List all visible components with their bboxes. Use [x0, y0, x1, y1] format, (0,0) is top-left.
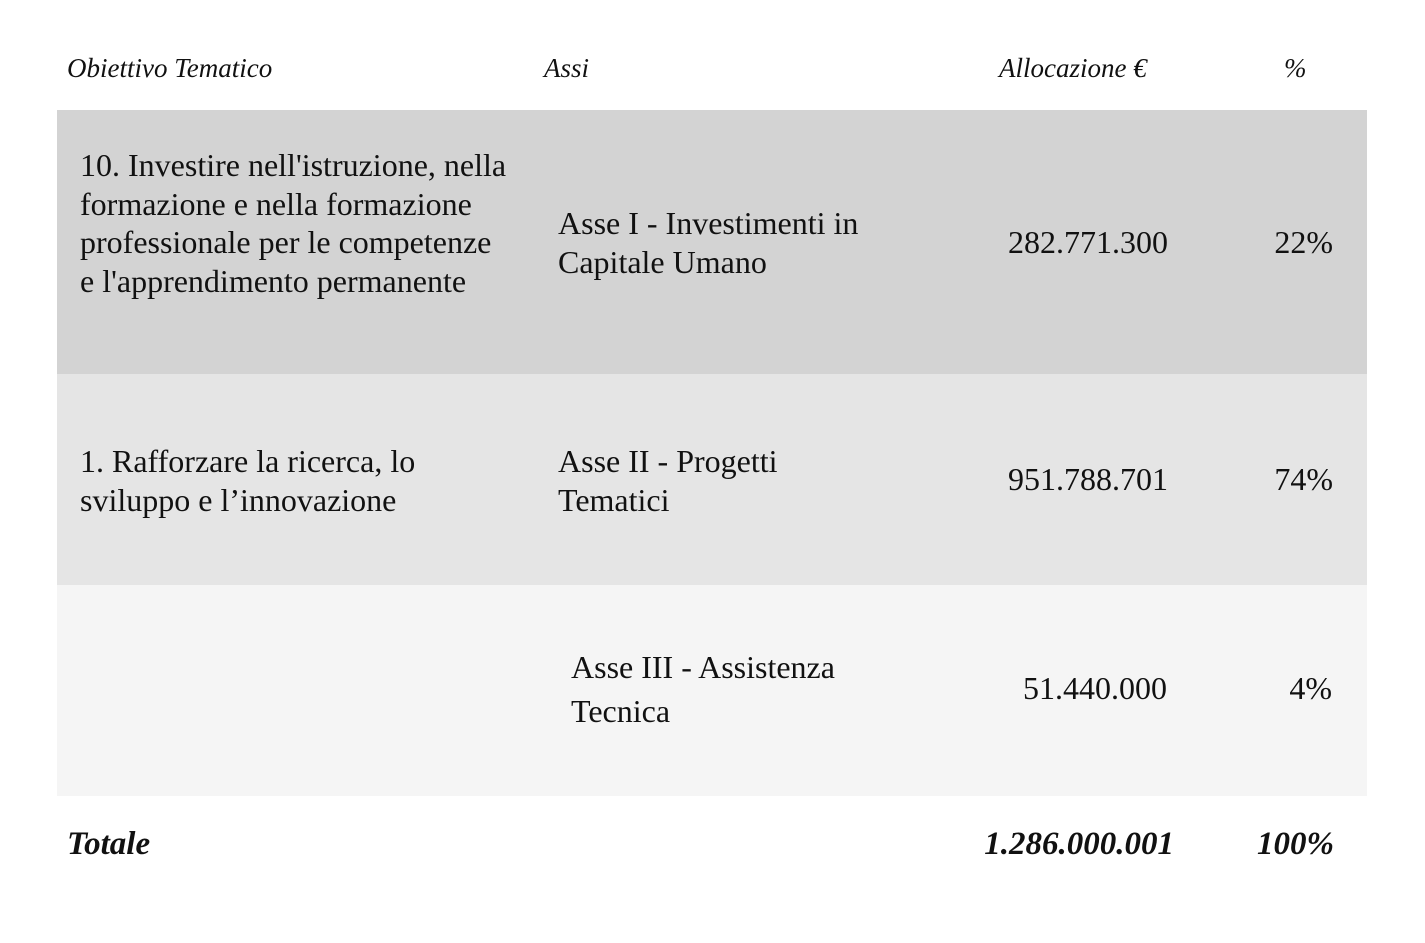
header-axes: Assi — [544, 53, 590, 83]
allocation-cell: 51.440.000 — [1023, 670, 1167, 706]
table-row — [57, 110, 1367, 374]
header-objective: Obiettivo Tematico — [67, 53, 273, 83]
percent-cell: 4% — [1289, 670, 1332, 706]
totals-allocation: 1.286.000.001 — [984, 826, 1174, 862]
axis-cell: Asse I - Investimenti in Capitale Umano — [558, 205, 859, 280]
totals-label: Totale — [67, 826, 151, 862]
allocation-cell: 282.771.300 — [1008, 224, 1168, 260]
objective-cell: 10. Investire nell'istruzione, nella formazione e nella formazione professionale per le competenze e l'apprendimento permanente — [80, 147, 507, 299]
allocation-cell: 951.788.701 — [1008, 461, 1168, 497]
header-allocation: Allocazione € — [999, 53, 1147, 83]
percent-cell: 74% — [1274, 461, 1333, 497]
axis-cell: Asse II - Progetti Tematici — [558, 443, 778, 518]
header-percent: % — [1284, 53, 1307, 83]
table-row — [57, 374, 1367, 585]
percent-cell: 22% — [1274, 224, 1333, 260]
table-row — [57, 585, 1367, 796]
totals-percent: 100% — [1257, 826, 1334, 862]
objective-cell: 1. Rafforzare la ricerca, lo sviluppo e l’innovazione — [80, 443, 416, 518]
axis-cell: Asse III - Assistenza Tecnica — [571, 649, 835, 729]
